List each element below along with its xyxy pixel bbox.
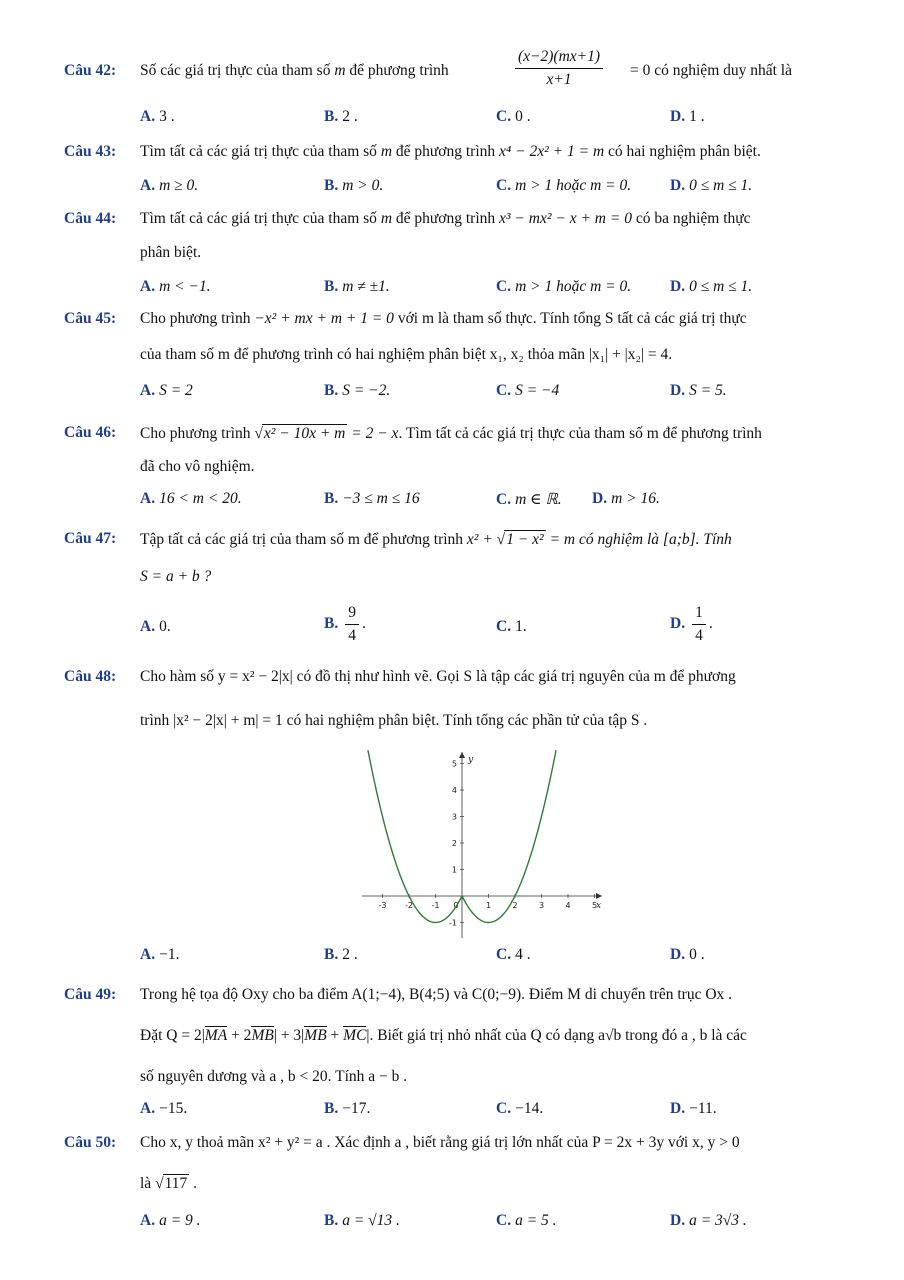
option-b[interactable]: B. $\frac{9}{4}$ . <box>324 604 366 644</box>
x-axis-arrow <box>596 893 602 899</box>
question-number: Câu 45: <box>64 310 117 327</box>
question-number: Câu 42: <box>64 62 117 79</box>
option-c[interactable]: C. m > 1 hoặc m = 0. <box>496 177 632 194</box>
option-c[interactable]: C. 0 . <box>496 108 531 125</box>
option-b[interactable]: B. m > 0. <box>324 177 384 194</box>
option-b[interactable]: B. 2 . <box>324 946 358 963</box>
option-d[interactable]: D. a = 3√3 . <box>670 1212 747 1229</box>
y-tick-label: 1 <box>451 865 457 875</box>
x-tick-label: 5 <box>591 901 598 910</box>
option-a[interactable]: A. S = 2 <box>140 382 193 399</box>
option-a[interactable]: A. 3 . <box>140 108 175 125</box>
question-text: Tập tất cả các giá trị của tham số m để phương trình x² + √1 − x² = m có nghiệm là [a;b]. Tính <box>140 531 732 548</box>
option-b[interactable]: B. −3 ≤ m ≤ 16 <box>324 490 420 507</box>
option-a[interactable]: A. m ≥ 0. <box>140 177 199 194</box>
x-tick-label: 4 <box>565 901 571 910</box>
option-d[interactable]: D. 1 . <box>670 108 705 125</box>
option-c[interactable]: C. 4 . <box>496 946 531 963</box>
option-c[interactable]: C. m ∈ ℝ. <box>496 491 562 508</box>
x-tick-label: 2 <box>512 901 518 910</box>
option-b[interactable]: B. S = −2. <box>324 382 391 399</box>
question-text: Tìm tất cả các giá trị thực của tham số m để phương trình x³ − mx² − x + m = 0 có ba nghiệm thực <box>140 210 751 227</box>
x-tick-label: 0 <box>453 901 459 910</box>
x-tick-label: 3 <box>538 901 545 910</box>
option-a[interactable]: A. a = 9 . <box>140 1212 201 1229</box>
option-a[interactable]: A. 0. <box>140 618 171 635</box>
y-tick-label: 2 <box>451 839 457 848</box>
question-number: Câu 44: <box>64 210 117 227</box>
question-number: Câu 49: <box>64 986 117 1003</box>
question-number: Câu 46: <box>64 424 117 441</box>
question-number: Câu 43: <box>64 143 117 160</box>
option-c[interactable]: C. m > 1 hoặc m = 0. <box>496 278 632 295</box>
option-c[interactable]: C. S = −4 <box>496 382 560 399</box>
y-tick-label: 4 <box>451 786 457 795</box>
option-d[interactable]: D. $\frac{1}{4}$ . <box>670 604 713 644</box>
y-tick-label: -1 <box>449 918 457 928</box>
x-tick-label: -2 <box>405 901 413 910</box>
option-b[interactable]: B. −17. <box>324 1100 371 1117</box>
question-text: Cho x, y thoả mãn x² + y² = a . Xác định a , biết rằng giá trị lớn nhất của P = 2x + 3y với x, y > 0 <box>140 1134 740 1151</box>
option-a[interactable]: A. −1. <box>140 946 180 963</box>
question-number: Câu 47: <box>64 530 117 547</box>
option-c[interactable]: C. −14. <box>496 1100 544 1117</box>
question-number: Câu 50: <box>64 1134 117 1151</box>
option-c[interactable]: C. a = 5 . <box>496 1212 557 1229</box>
option-d[interactable]: D. 0 ≤ m ≤ 1. <box>670 177 753 194</box>
x-tick-label: -1 <box>431 901 440 910</box>
x-tick-label: -3 <box>378 901 387 910</box>
question-text: Tìm tất cả các giá trị thực của tham số m để phương trình x⁴ − 2x² + 1 = m có hai nghiệm phân biệt. <box>140 143 761 160</box>
option-d[interactable]: D. m > 16. <box>592 490 660 507</box>
question-text: Cho phương trình √x² − 10x + m = 2 − x. Tìm tất cả các giá trị thực của tham số m để phương trình <box>140 425 762 442</box>
question-text: Trong hệ tọa độ Oxy cho ba điểm A(1;−4), B(4;5) và C(0;−9). Điểm M di chuyển trên trục Ox . <box>140 986 733 1003</box>
option-a[interactable]: A. m < −1. <box>140 278 211 295</box>
option-d[interactable]: D. S = 5. <box>670 382 727 399</box>
equation-fraction: $\frac{(x-2)(mx+1)}{x+1}$ <box>512 48 606 89</box>
y-axis-arrow <box>459 752 465 758</box>
x-axis-label: x <box>596 901 602 911</box>
option-a[interactable]: A. 16 < m < 20. <box>140 490 242 507</box>
question-text: Số các giá trị thực của tham số m để phương trình <box>140 62 449 79</box>
option-d[interactable]: D. −11. <box>670 1100 717 1117</box>
option-c[interactable]: C. 1. <box>496 618 527 635</box>
y-tick-label: 3 <box>451 812 457 822</box>
option-b[interactable]: B. 2 . <box>324 108 358 125</box>
option-d[interactable]: D. 0 . <box>670 946 705 963</box>
question-number: Câu 48: <box>64 668 117 685</box>
option-d[interactable]: D. 0 ≤ m ≤ 1. <box>670 278 753 295</box>
y-tick-label: 5 <box>451 759 457 769</box>
question-text: Cho phương trình −x² + mx + m + 1 = 0 với m là tham số thực. Tính tổng S tất cả các giá trị thực <box>140 310 747 327</box>
y-axis-label: y <box>468 755 474 765</box>
option-a[interactable]: A. −15. <box>140 1100 188 1117</box>
function-graph <box>362 748 608 944</box>
option-b[interactable]: B. m ≠ ±1. <box>324 278 390 295</box>
x-tick-label: 1 <box>485 901 492 910</box>
option-b[interactable]: B. a = √13 . <box>324 1212 400 1229</box>
question-text: Cho hàm số y = x² − 2|x| có đồ thị như hình vẽ. Gọi S là tập các giá trị nguyên của m để phương <box>140 668 736 685</box>
